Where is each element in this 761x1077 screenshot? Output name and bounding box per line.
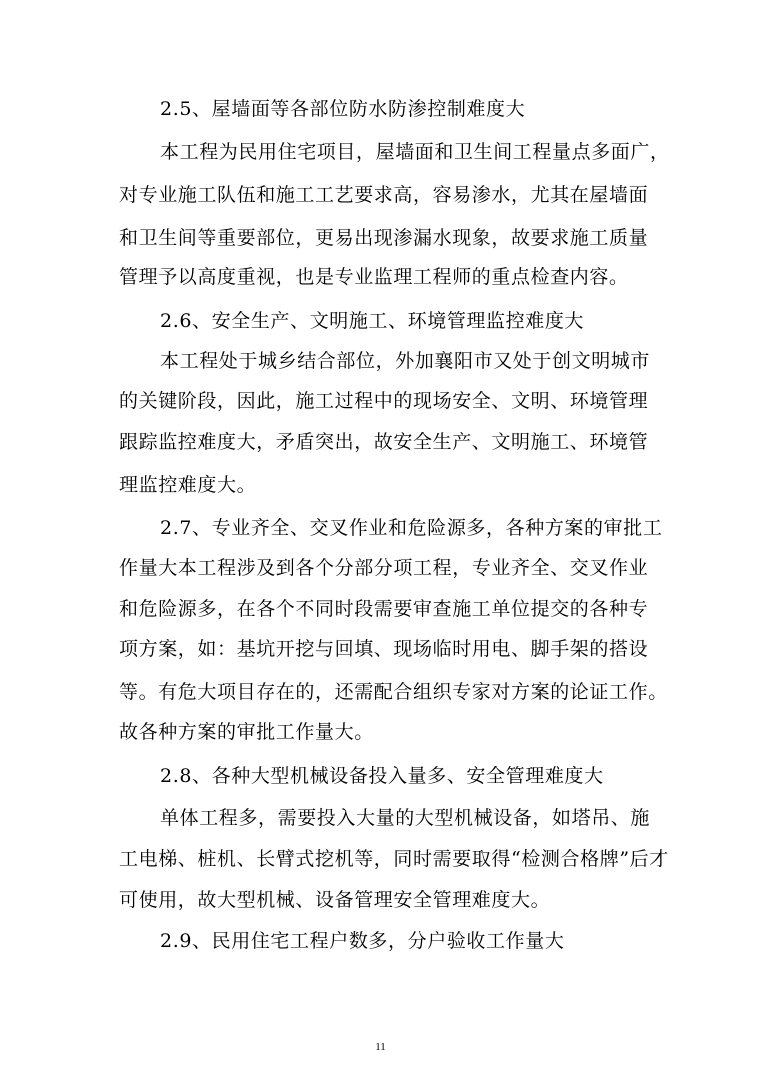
paragraph-line: 单体工程多，需要投入大量的大型机械设备，如塔吊、施 (160, 807, 651, 829)
paragraph-line: 管理予以高度重视，也是专业监理工程师的重点检查内容。 (119, 266, 629, 288)
paragraph-line: 工电梯、桩机、长臂式挖机等，同时需要取得“检测合格牌”后才 (119, 848, 669, 870)
paragraph-line: 理监控难度大。 (119, 474, 257, 496)
section-heading-2-6: 2.6、安全生产、文明施工、环境管理监控难度大 (160, 310, 585, 332)
paragraph-line: 项方案，如：基坑开挖与回填、现场临时用电、脚手架的搭设 (119, 638, 649, 660)
paragraph-line: 对专业施工队伍和施工工艺要求高，容易渗水，尤其在屋墙面 (119, 184, 649, 206)
paragraph-line: 和卫生间等重要部位，更易出现渗漏水现象，故要求施工质量 (119, 227, 649, 249)
section-heading-2-9: 2.9、民用住宅工程户数多，分户验收工作量大 (160, 930, 565, 952)
paragraph-line: 的关键阶段，因此，施工过程中的现场安全、文明、环境管理 (119, 390, 649, 412)
paragraph-line: 作量大本工程涉及到各个分部分项工程，专业齐全、交叉作业 (119, 557, 649, 579)
section-heading-2-8: 2.8、各种大型机械设备投入量多、安全管理难度大 (160, 765, 604, 787)
paragraph-line: 本工程处于城乡结合部位，外加襄阳市又处于创文明城市 (160, 350, 651, 372)
section-heading-2-7: 2.7、专业齐全、交叉作业和危险源多，各种方案的审批工 (160, 517, 663, 539)
paragraph-line: 和危险源多，在各个不同时段需要审查施工单位提交的各种专 (119, 598, 649, 620)
paragraph-line: 可使用，故大型机械、设备管理安全管理难度大。 (119, 889, 551, 911)
paragraph-line: 本工程为民用住宅项目，屋墙面和卫生间工程量点多面广， (160, 141, 670, 163)
paragraph-line: 故各种方案的审批工作量大。 (119, 721, 374, 743)
page-number: 11 (375, 1041, 386, 1053)
paragraph-line: 跟踪监控难度大，矛盾突出，故安全生产、文明施工、环境管 (119, 431, 649, 453)
paragraph-line: 等。有危大项目存在的，还需配合组织专家对方案的论证工作。 (119, 681, 668, 703)
section-heading-2-5: 2.5、屋墙面等各部位防水防渗控制难度大 (160, 98, 526, 120)
